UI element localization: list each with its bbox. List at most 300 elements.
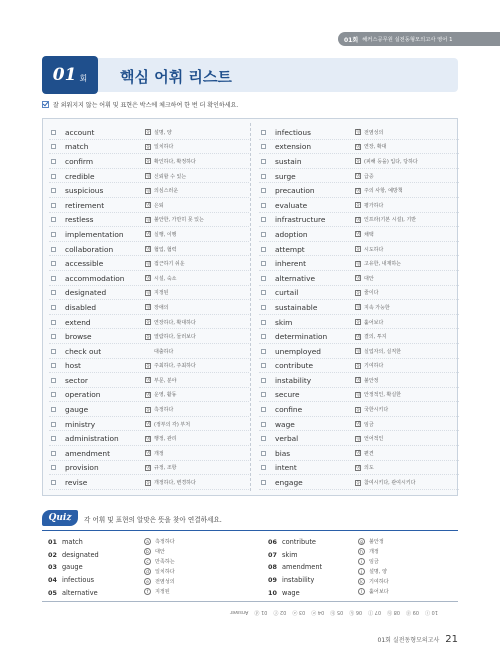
quiz-meaning-letter: l [358, 588, 365, 595]
answer-key-item: 04 ⓔ [311, 609, 325, 615]
vocab-checkbox[interactable] [51, 363, 56, 368]
vocab-row [259, 344, 459, 359]
vocab-word: credible [65, 171, 95, 181]
answer-key-item: 01 ⓓ [254, 609, 268, 615]
vocab-checkbox[interactable] [261, 363, 266, 368]
vocab-row [49, 198, 249, 213]
vocab-checkbox[interactable] [51, 334, 56, 339]
vocab-checkbox[interactable] [51, 422, 56, 427]
part-of-speech-badge: 형 [146, 217, 151, 223]
vocab-checkbox[interactable] [51, 247, 56, 252]
part-of-speech-badge: 명 [356, 174, 361, 180]
vocab-row [259, 256, 459, 271]
vocab-checkbox[interactable] [51, 174, 56, 179]
vocab-word: accessible [65, 259, 104, 269]
vocab-checkbox[interactable] [51, 159, 56, 164]
quiz-item [268, 536, 356, 549]
vocab-checkbox[interactable] [51, 451, 56, 456]
quiz-meaning [144, 546, 244, 556]
vocab-checkbox[interactable] [261, 320, 266, 325]
vocab-word: adoption [275, 229, 308, 239]
vocab-meaning: 실업자의, 실직한 [364, 348, 401, 355]
vocab-word: sustainable [275, 302, 318, 312]
vocab-checkbox[interactable] [51, 305, 56, 310]
vocab-meaning: 지정된 [154, 290, 169, 297]
part-of-speech-badge: 형 [356, 305, 361, 311]
vocab-meaning: 장애의 [154, 304, 169, 311]
vocab-meaning: 안정적인, 확실한 [364, 392, 401, 399]
part-of-speech-badge: 동 [356, 290, 361, 296]
vocab-row [49, 315, 249, 330]
vocab-meaning: 급증 [364, 173, 374, 180]
part-of-speech-badge: 동 [146, 130, 151, 136]
vocab-meaning: 불안한, 가만히 못 있는 [154, 217, 204, 224]
vocab-meaning: 불안정 [364, 377, 379, 384]
part-of-speech-badge: 명 [356, 232, 361, 238]
vocab-meaning: 은퇴 [154, 202, 164, 209]
running-header-episode: 01회 [344, 36, 359, 44]
part-of-speech-badge: 명 [146, 436, 151, 442]
quiz-item [268, 561, 356, 574]
part-of-speech-badge: 형 [146, 305, 151, 311]
quiz-item-number: 05 [48, 588, 57, 597]
vocab-checkbox[interactable] [261, 174, 266, 179]
part-of-speech-badge: 동 [146, 334, 151, 340]
vocab-checkbox[interactable] [51, 392, 56, 397]
quiz-item-number: 06 [268, 538, 277, 547]
part-of-speech-badge: 명 [356, 188, 361, 194]
episode-suffix: 회 [79, 73, 88, 83]
vocab-checkbox[interactable] [261, 188, 266, 193]
vocab-checkbox[interactable] [261, 305, 266, 310]
vocab-row [259, 154, 459, 169]
vocab-meaning: 고유한, 내재하는 [364, 261, 401, 268]
vocab-checkbox[interactable] [51, 203, 56, 208]
quiz-meaning-letter: a [144, 538, 151, 545]
vocab-checkbox[interactable] [261, 334, 266, 339]
vocab-row [49, 446, 249, 461]
quiz-meaning-text: 만족하는 [155, 558, 175, 565]
vocab-checkbox[interactable] [51, 261, 56, 266]
vocab-word: match [65, 142, 89, 152]
vocab-checkbox[interactable] [261, 422, 266, 427]
vocab-word: determination [275, 332, 328, 342]
page-footer [378, 634, 458, 645]
quiz-meaning [144, 566, 244, 576]
vocab-word: administration [65, 434, 119, 444]
vocab-word: surge [275, 171, 296, 181]
vocab-meaning: 의심스러운 [154, 188, 179, 195]
running-header-title: 해커스공무원 실전동형모의고사 영어 1 [362, 37, 453, 43]
quiz-item-number: 08 [268, 563, 277, 572]
vocab-meaning: 행정, 관리 [154, 436, 177, 443]
quiz-item-number: 03 [48, 563, 57, 572]
vocab-checkbox[interactable] [51, 378, 56, 383]
quiz-meaning [358, 566, 458, 576]
vocab-checkbox[interactable] [261, 203, 266, 208]
vocab-checkbox[interactable] [261, 436, 266, 441]
vocab-row [259, 402, 459, 417]
answer-key-item: 05 ⓑ [330, 609, 344, 615]
vocab-word: operation [65, 390, 101, 400]
vocab-row [259, 286, 459, 301]
answer-key [230, 609, 444, 616]
vocab-row [259, 417, 459, 432]
vocab-word: precaution [275, 186, 315, 196]
vocab-meaning: 임금 [364, 421, 374, 428]
vocab-row [259, 461, 459, 476]
vocab-checkbox[interactable] [51, 465, 56, 470]
quiz-meaning [358, 586, 458, 596]
vocab-row [49, 344, 249, 359]
vocab-meaning: 의도 [364, 465, 374, 472]
quiz-item-word: instability [282, 576, 315, 585]
vocab-checkbox[interactable] [261, 480, 266, 485]
vocab-row [49, 213, 249, 228]
vocab-row [259, 359, 459, 374]
quiz-meaning-text: 일치하다 [155, 568, 175, 575]
quiz-meaning-text: 지정된 [155, 588, 170, 595]
quiz-item-number: 07 [268, 550, 277, 559]
vocab-word: attempt [275, 244, 305, 254]
column-divider [250, 123, 251, 491]
vocab-word: designated [65, 288, 107, 298]
page-number: 21 [445, 634, 458, 645]
vocab-checkbox[interactable] [261, 261, 266, 266]
vocab-word: skim [275, 317, 293, 327]
quiz-meaning-letter: j [358, 568, 365, 575]
vocab-word: disabled [65, 302, 97, 312]
quiz-meaning-letter: b [144, 548, 151, 555]
part-of-speech-badge: 명 [146, 378, 151, 384]
vocab-row [259, 446, 459, 461]
vocab-meaning: 연장, 확대 [364, 144, 387, 151]
part-of-speech-badge: 동 [356, 407, 361, 413]
part-of-speech-badge: 명 [356, 465, 361, 471]
vocab-checkbox[interactable] [51, 407, 56, 412]
part-of-speech-badge: 형 [356, 436, 361, 442]
quiz-meaning-text: 임금 [369, 558, 379, 565]
vocab-row [49, 271, 249, 286]
vocab-checkbox[interactable] [261, 378, 266, 383]
vocab-checkbox[interactable] [51, 276, 56, 281]
quiz-meaning-letter: k [358, 578, 365, 585]
vocab-word: confirm [65, 156, 94, 166]
vocab-column-left [49, 125, 249, 490]
quiz-item [48, 561, 144, 574]
part-of-speech-badge: 명 [356, 334, 361, 340]
quiz-item-word: match [62, 538, 83, 547]
part-of-speech-badge: 동 [146, 144, 151, 150]
vocab-word: bias [275, 448, 291, 458]
quiz-item-number: 02 [48, 550, 57, 559]
quiz-meaning [358, 536, 458, 546]
vocab-word: suspicious [65, 186, 104, 196]
vocab-row [49, 125, 249, 140]
part-of-speech-badge: 형 [356, 261, 361, 267]
vocab-row [49, 154, 249, 169]
quiz-meaning [358, 546, 458, 556]
vocab-checkbox[interactable] [51, 290, 56, 295]
answer-key-item: 02 ⓕ [273, 609, 287, 615]
vocab-meaning: 전염성의 [364, 129, 384, 136]
answer-key-item: 06 ⓚ [349, 609, 363, 615]
quiz-meaning [144, 556, 244, 566]
vocab-checkbox[interactable] [261, 407, 266, 412]
vocab-row [49, 431, 249, 446]
quiz-meaning [358, 576, 458, 586]
vocab-meaning: 언어적인 [364, 436, 384, 443]
vocab-checkbox[interactable] [51, 130, 56, 135]
vocab-meaning: 참여시키다, 관여시키다 [364, 480, 416, 487]
vocab-word: engage [275, 478, 303, 488]
vocab-checkbox[interactable] [51, 144, 56, 149]
quiz-meaning-text: 불안정 [369, 538, 384, 545]
vocab-meaning: 확인하다, 확정하다 [154, 158, 196, 165]
vocab-checkbox[interactable] [261, 290, 266, 295]
vocab-word: contribute [275, 361, 314, 371]
vocab-checkbox[interactable] [51, 320, 56, 325]
vocab-row [259, 169, 459, 184]
page-title: 핵심 어휘 리스트 [120, 68, 232, 86]
quiz-meaning-text: 개정 [369, 548, 379, 555]
vocab-meaning: 접근하기 쉬운 [154, 261, 185, 268]
vocab-meaning: 결의, 투지 [364, 334, 387, 341]
part-of-speech-badge: 동 [356, 363, 361, 369]
vocab-word: check out [65, 346, 102, 356]
footer-text: 01회 실전동형모의고사 [377, 637, 440, 644]
quiz-item [48, 549, 144, 562]
quiz-item-word: contribute [282, 538, 316, 547]
vocab-word: restless [65, 215, 94, 225]
vocab-row [259, 373, 459, 388]
quiz-item-word: skim [282, 550, 298, 559]
vocab-word: extend [65, 317, 91, 327]
part-of-speech-badge: 명 [146, 465, 151, 471]
part-of-speech-badge: 명 [356, 276, 361, 282]
quiz-meaning-letter: f [144, 588, 151, 595]
vocab-row [259, 140, 459, 155]
vocab-row [259, 227, 459, 242]
part-of-speech-badge: 명 [146, 203, 151, 209]
vocab-meaning: 시설, 숙소 [154, 275, 177, 282]
quiz-words-right [268, 536, 356, 599]
part-of-speech-badge: 동 [356, 480, 361, 486]
vocab-row [49, 329, 249, 344]
quiz-item-number: 09 [268, 576, 277, 585]
title-bar [42, 58, 458, 92]
part-of-speech-badge: 명 [146, 392, 151, 398]
vocab-checkbox[interactable] [261, 276, 266, 281]
vocab-word: confine [275, 405, 303, 415]
quiz-meaning-text: 측정하다 [155, 538, 175, 545]
quiz-words-left [48, 536, 144, 599]
vocab-row [49, 227, 249, 242]
quiz-meaning [144, 536, 244, 546]
vocab-meaning: (피해 등을) 입다, 당하다 [364, 158, 418, 165]
part-of-speech-badge: 동 [356, 320, 361, 326]
vocab-checkbox[interactable] [261, 392, 266, 397]
vocab-meaning: 대안 [364, 275, 374, 282]
vocab-meaning: 훑어보다 [364, 319, 384, 326]
vocab-meaning: 신뢰할 수 있는 [154, 173, 187, 180]
vocab-row [49, 183, 249, 198]
vocab-checkbox[interactable] [261, 144, 266, 149]
vocab-checkbox[interactable] [261, 349, 266, 354]
vocab-meaning: 주최하다, 주최하다 [154, 363, 196, 370]
part-of-speech-badge: 동 [146, 363, 151, 369]
vocab-row [49, 140, 249, 155]
vocab-meaning: (정부의 각) 부처 [154, 421, 191, 428]
vocab-word: unemployed [275, 346, 321, 356]
episode-badge [42, 56, 98, 94]
vocab-word: sustain [275, 156, 302, 166]
vocab-row [259, 183, 459, 198]
vocab-meaning: 운영, 활동 [154, 392, 177, 399]
vocab-checkbox[interactable] [51, 232, 56, 237]
quiz-item [268, 549, 356, 562]
vocab-meaning: 시도하다 [364, 246, 384, 253]
quiz-badge [42, 510, 78, 526]
running-header [338, 32, 500, 46]
quiz-meaning-text: 기여하다 [369, 578, 389, 585]
vocab-word: browse [65, 332, 92, 342]
vocab-checkbox[interactable] [51, 436, 56, 441]
quiz-top-rule [42, 530, 458, 531]
answer-key-item: 08 ⓗ [387, 609, 401, 615]
part-of-speech-badge: 동 [356, 203, 361, 209]
vocab-checkbox[interactable] [51, 480, 56, 485]
vocab-word: verbal [275, 434, 299, 444]
quiz-item-word: infectious [62, 576, 95, 585]
checkbox-icon [42, 101, 49, 108]
vocab-word: host [65, 361, 81, 371]
vocab-word: ministry [65, 419, 96, 429]
vocab-row [49, 461, 249, 476]
vocab-meaning: 열람하다, 둘러보다 [154, 334, 196, 341]
vocab-word: infectious [275, 127, 311, 137]
vocab-word: curtail [275, 288, 299, 298]
vocab-word: intent [275, 463, 297, 473]
vocab-checkbox[interactable] [261, 465, 266, 470]
vocab-word: account [65, 127, 95, 137]
part-of-speech-badge: 형 [146, 261, 151, 267]
vocab-meaning: 국한시키다 [364, 407, 389, 414]
vocab-meaning: 실행, 이행 [154, 231, 177, 238]
vocab-checkbox[interactable] [51, 349, 56, 354]
vocab-checkbox[interactable] [261, 247, 266, 252]
answer-key-label: Answer [230, 609, 249, 616]
vocab-checkbox[interactable] [51, 188, 56, 193]
vocab-meaning: 일치하다 [154, 144, 174, 151]
vocab-row [49, 169, 249, 184]
part-of-speech-badge: 명 [356, 451, 361, 457]
quiz-meaning [358, 556, 458, 566]
vocab-meaning: 인프라(기본 시설), 기반 [364, 217, 417, 224]
quiz-item [48, 536, 144, 549]
quiz-meaning-letter: i [358, 558, 365, 565]
vocab-row [49, 286, 249, 301]
quiz-item [48, 574, 144, 587]
quiz-meaning-text: 전염성의 [155, 578, 175, 585]
answer-key-item: 09 ⓖ [406, 609, 419, 615]
vocab-row [49, 242, 249, 257]
quiz-item-word: wage [282, 588, 300, 597]
vocab-word: instability [275, 375, 312, 385]
vocab-meaning: 주의 사항, 예방책 [364, 188, 403, 195]
vocab-word: secure [275, 390, 300, 400]
vocab-row [49, 475, 249, 490]
vocab-row [259, 198, 459, 213]
part-of-speech-badge: 명 [356, 217, 361, 223]
vocab-list [42, 118, 458, 496]
vocab-word: sector [65, 375, 88, 385]
vocab-meaning: 측정하다 [154, 407, 174, 414]
quiz-item-number: 01 [48, 538, 57, 547]
vocab-checkbox[interactable] [261, 130, 266, 135]
part-of-speech-badge: 명 [356, 144, 361, 150]
part-of-speech-badge: 형 [356, 349, 361, 355]
vocab-word: alternative [275, 273, 316, 283]
quiz-meaning-letter: c [144, 558, 151, 565]
vocab-row [49, 388, 249, 403]
vocab-row [49, 373, 249, 388]
vocab-row [49, 359, 249, 374]
vocab-meaning: 협업, 협력 [154, 246, 177, 253]
part-of-speech-badge: 형 [356, 392, 361, 398]
quiz-bottom-rule [42, 601, 458, 602]
part-of-speech-badge: 형 [146, 174, 151, 180]
vocab-checkbox[interactable] [51, 217, 56, 222]
part-of-speech-badge: 형 [146, 290, 151, 296]
vocab-row [259, 431, 459, 446]
vocab-checkbox[interactable] [261, 232, 266, 237]
quiz-meaning-letter: d [144, 568, 151, 575]
vocab-word: accommodation [65, 273, 125, 283]
quiz-meaning [144, 576, 244, 586]
vocab-word: amendment [65, 448, 110, 458]
vocab-row [259, 475, 459, 490]
quiz-badge-label: Quiz [48, 513, 72, 523]
quiz-item [48, 586, 144, 599]
vocab-row [49, 300, 249, 315]
vocab-checkbox[interactable] [261, 451, 266, 456]
vocab-checkbox[interactable] [261, 217, 266, 222]
part-of-speech-badge: 명 [356, 422, 361, 428]
quiz-item [268, 574, 356, 587]
part-of-speech-badge: 동 [146, 159, 151, 165]
vocab-word: gauge [65, 405, 89, 415]
vocab-meaning: 설명, 양 [154, 129, 172, 136]
vocab-meaning: 줄이다 [364, 290, 379, 297]
vocab-word: implementation [65, 229, 124, 239]
vocab-checkbox[interactable] [261, 159, 266, 164]
vocab-meaning: 편견 [364, 450, 374, 457]
vocab-meaning: 개정하다, 변경하다 [154, 480, 196, 487]
quiz-item-number: 04 [48, 576, 57, 585]
part-of-speech-badge: 명 [146, 247, 151, 253]
vocab-word: collaboration [65, 244, 114, 254]
instruction-text: 잘 외워지지 않는 어휘 및 표현은 박스에 체크하여 한 번 더 확인하세요. [53, 102, 239, 109]
part-of-speech-badge: 명 [146, 451, 151, 457]
vocab-word: retirement [65, 200, 105, 210]
quiz-item-number: 10 [268, 588, 277, 597]
quiz-item-word: amendment [282, 563, 323, 572]
vocab-word: infrastructure [275, 215, 326, 225]
part-of-speech-badge: 동 [356, 247, 361, 253]
vocab-meaning: 대출하다 [154, 348, 174, 355]
vocab-meaning: 채택 [364, 231, 374, 238]
